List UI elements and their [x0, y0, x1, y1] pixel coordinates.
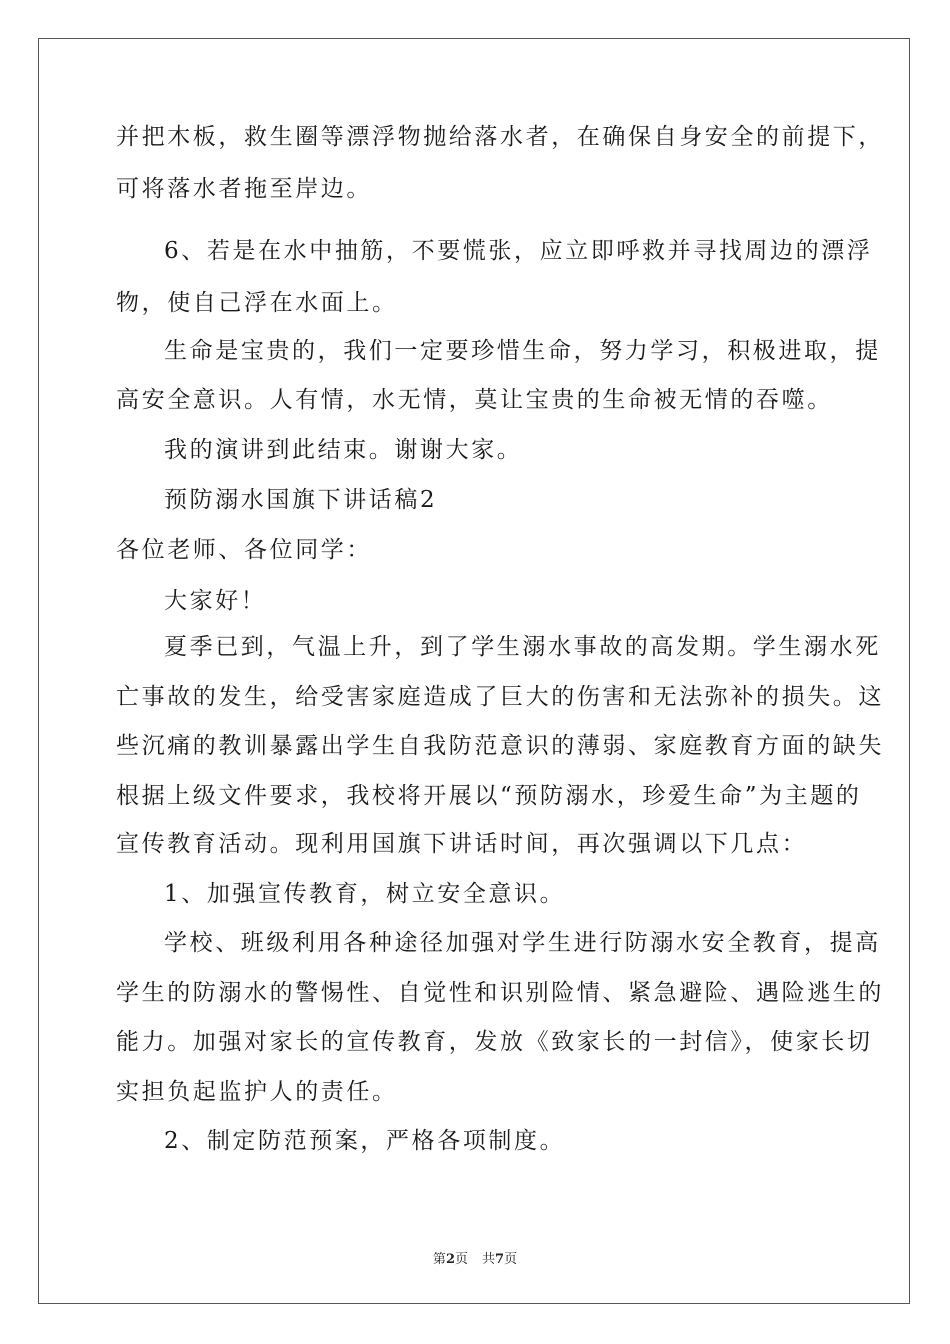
text-line-2: 可将落水者拖至岸边。 — [116, 176, 372, 202]
text-line-1: 并把木板，救生圈等漂浮物抛给落水者，在确保自身安全的前提下， — [116, 124, 884, 150]
text-line-11: 夏季已到，气温上升，到了学生溺水事故的高发期。学生溺水死 — [164, 634, 881, 660]
page-frame — [38, 38, 910, 1304]
text-line-14: 根据上级文件要求，我校将开展以“预防溺水，珍爱生命”为主题的 — [116, 783, 862, 809]
section-heading: 预防溺水国旗下讲话稿2 — [164, 487, 438, 513]
text-line-20: 实担负起监护人的责任。 — [116, 1079, 398, 1105]
text-line-3: 6、若是在水中抽筋，不要慌张，应立即呼救并寻找周边的漂浮 — [164, 238, 873, 264]
page-footer — [0, 1248, 950, 1267]
text-line-12: 亡事故的发生，给受害家庭造成了巨大的伤害和无法弥补的损失。这 — [116, 684, 884, 710]
salutation: 各位老师、各位同学： — [116, 537, 372, 563]
text-line-5: 生命是宝贵的，我们一定要珍惜生命，努力学习，积极进取，提 — [164, 338, 881, 364]
text-line-4: 物，使自己浮在水面上。 — [116, 290, 398, 316]
total-suffix: 页 — [504, 1252, 518, 1267]
greeting: 大家好！ — [164, 588, 267, 614]
text-line-16: 1、加强宣传教育，树立安全意识。 — [164, 881, 566, 907]
page-number: 2 — [445, 1252, 455, 1267]
text-line-6: 高安全意识。人有情，水无情，莫让宝贵的生命被无情的吞噬。 — [116, 387, 833, 413]
page-prefix: 第 — [432, 1252, 446, 1267]
text-line-17: 学校、班级利用各种途径加强对学生进行防溺水安全教育，提高 — [164, 930, 881, 956]
total-pages: 7 — [495, 1252, 505, 1267]
text-line-7: 我的演讲到此结束。谢谢大家。 — [164, 437, 523, 463]
text-line-21: 2、制定防范预案，严格各项制度。 — [164, 1128, 566, 1154]
page-suffix: 页 — [454, 1252, 468, 1267]
text-line-19: 能力。加强对家长的宣传教育，发放《致家长的一封信》，使家长切 — [116, 1029, 873, 1055]
text-line-18: 学生的防溺水的警惕性、自觉性和识别险情、紧急避险、遇险逃生的 — [116, 980, 884, 1006]
text-line-13: 些沉痛的教训暴露出学生自我防范意识的薄弱、家庭教育方面的缺失 — [116, 733, 884, 759]
text-line-15: 宣传教育活动。现利用国旗下讲话时间，再次强调以下几点： — [116, 831, 808, 857]
total-prefix: 共 — [482, 1252, 496, 1267]
